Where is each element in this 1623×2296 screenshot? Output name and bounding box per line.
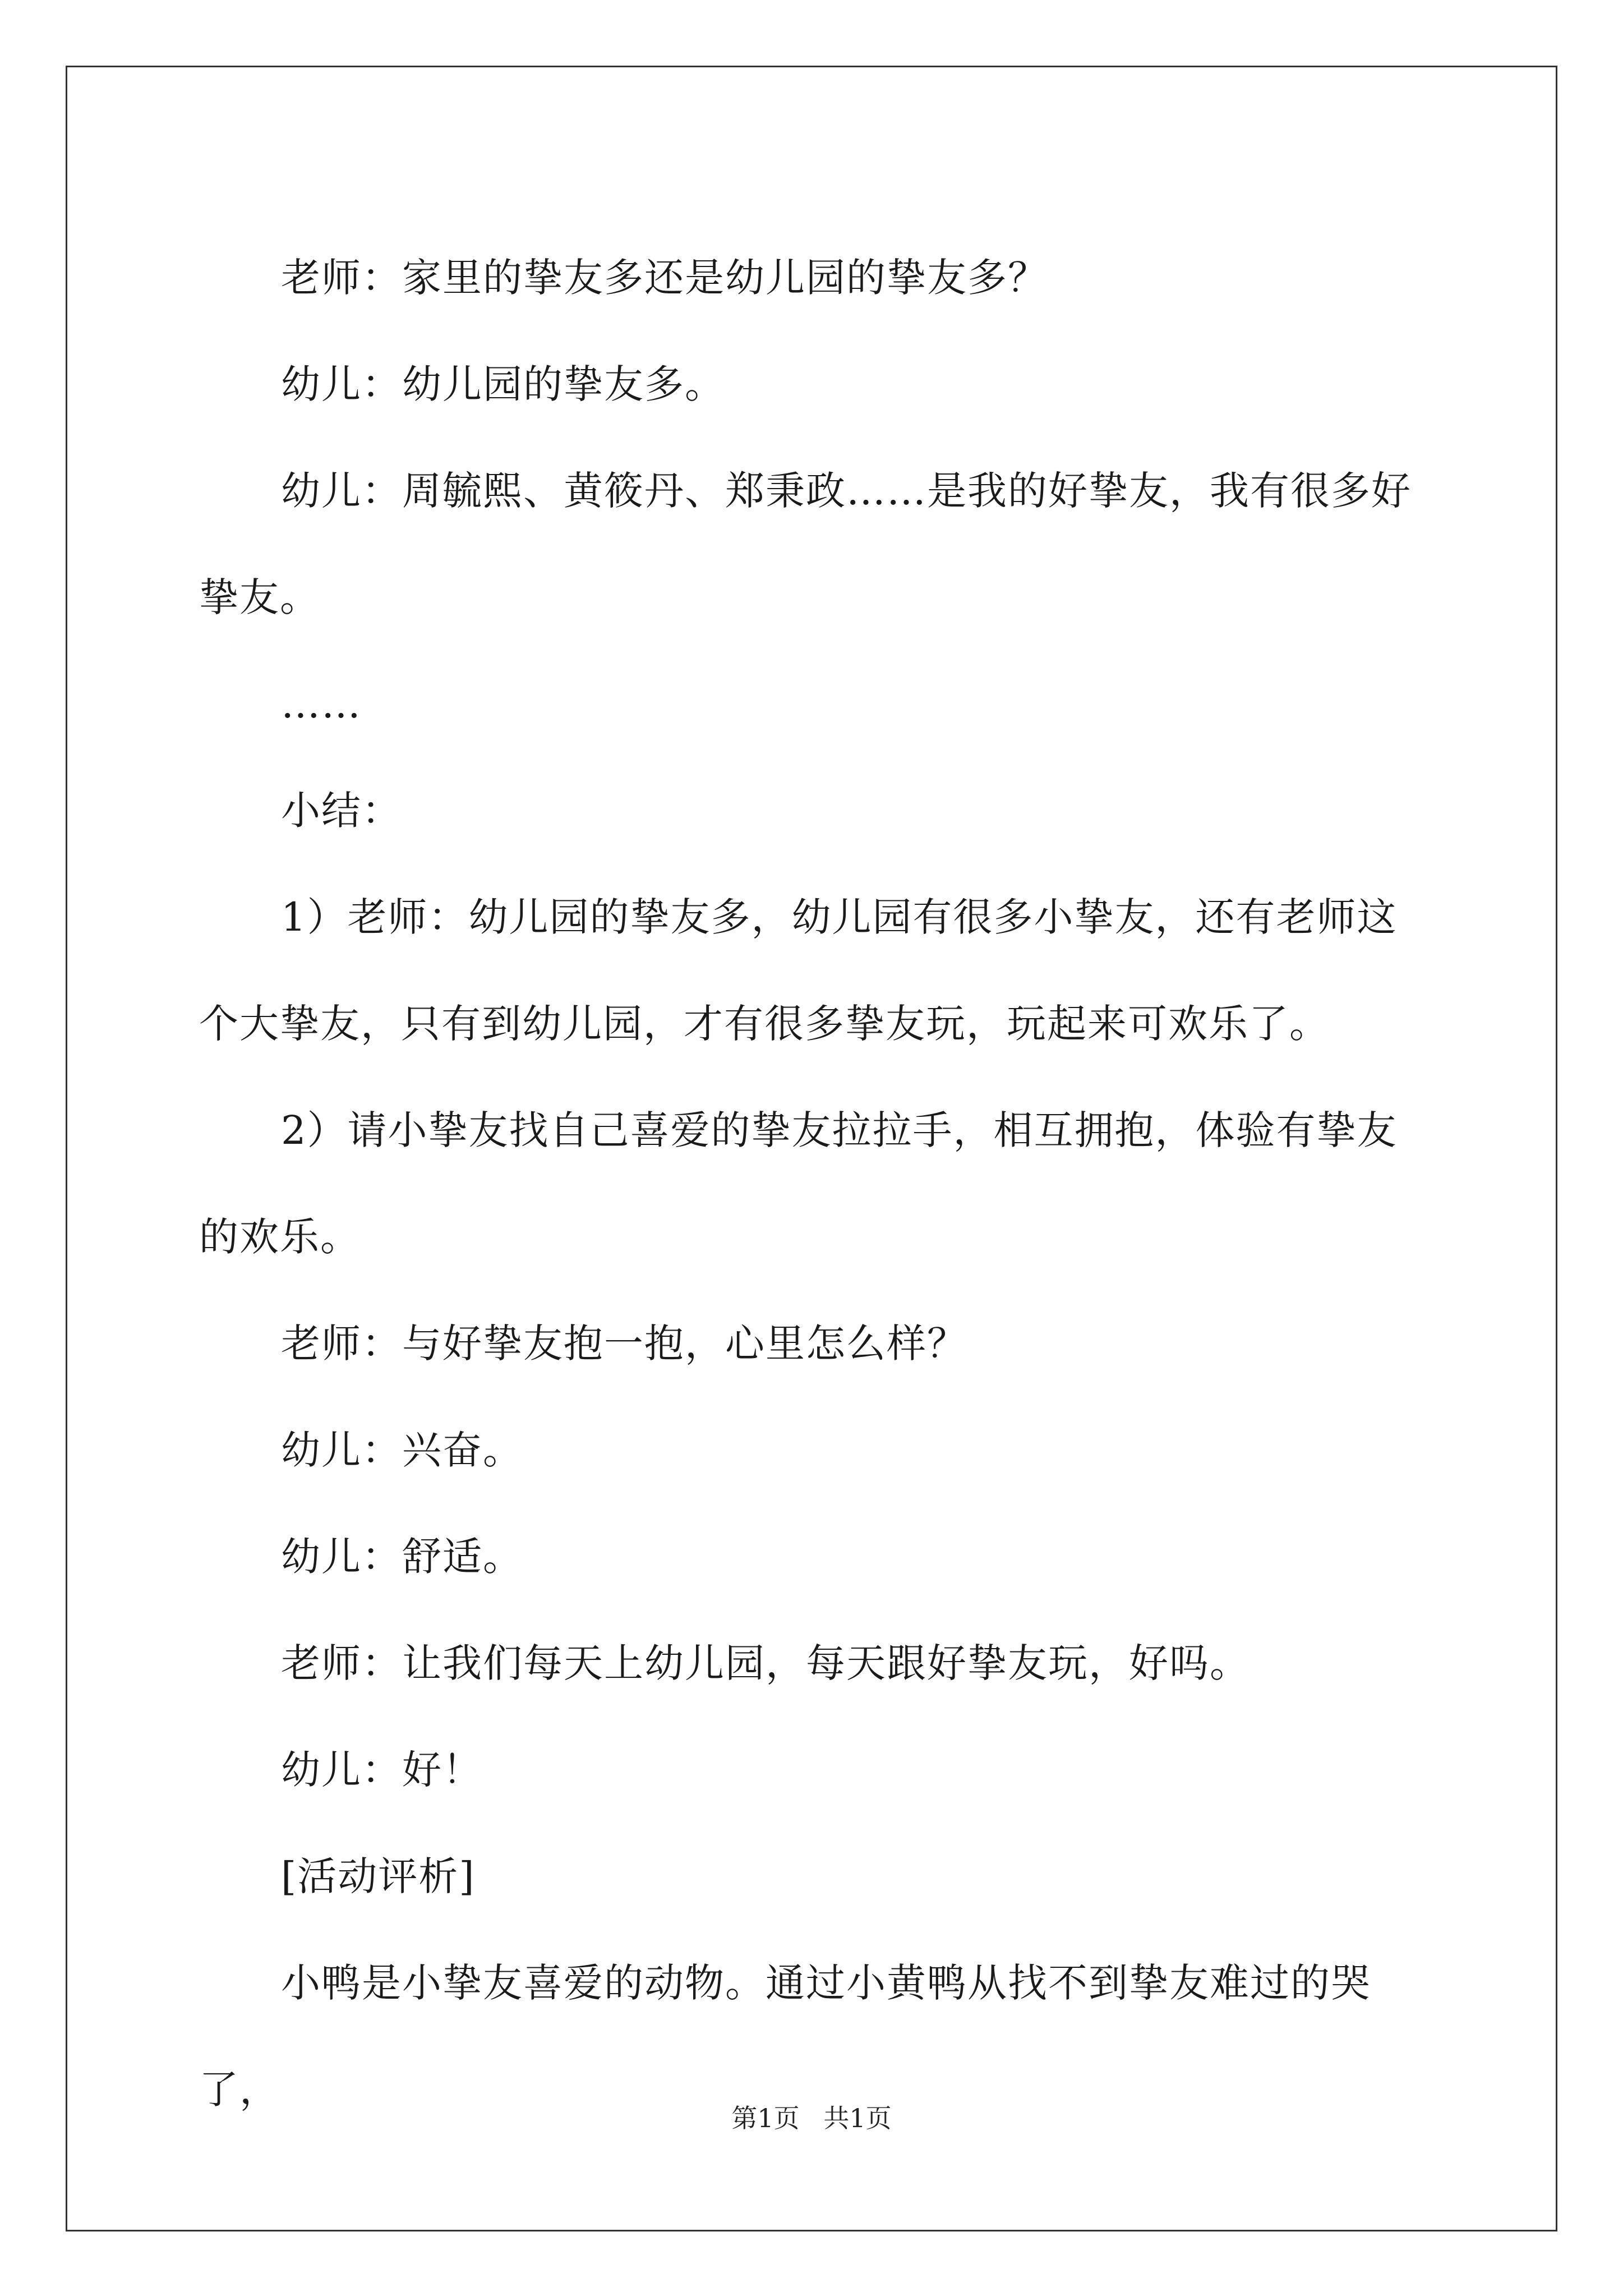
paragraph: 2）请小挚友找自己喜爱的挚友拉拉手，相互拥抱，体验有挚友的欢乐。 — [199, 1107, 1398, 1260]
paragraph: 幼儿：舒适。 — [281, 1534, 523, 1580]
page-footer — [0, 2098, 1623, 2135]
paragraph: [活动评析] — [281, 1853, 476, 1899]
document-body — [199, 224, 1433, 2143]
paragraph: 幼儿：好！ — [281, 1747, 483, 1793]
page-total: 共1页 — [823, 2103, 892, 2133]
paragraph: 1）老师：幼儿园的挚友多，幼儿园有很多小挚友，还有老师这个大挚友，只有到幼儿园，才有很多挚友玩，玩起来可欢乐了。 — [199, 894, 1398, 1047]
paragraph: 老师：与好挚友抱一抱，心里怎么样？ — [281, 1320, 967, 1366]
paragraph: 幼儿：周毓熙、黄筱丹、郑秉政……是我的好挚友，我有很多好挚友。 — [199, 468, 1412, 620]
paragraph: 幼儿：幼儿园的挚友多。 — [281, 361, 725, 407]
paragraph: 小结： — [281, 788, 402, 834]
paragraph: 小鸭是小挚友喜爱的动物。通过小黄鸭从找不到挚友难过的哭了， — [199, 1960, 1371, 2113]
paragraph: 老师：家里的挚友多还是幼儿园的挚友多？ — [281, 255, 1048, 301]
paragraph: 老师：让我们每天上幼儿园，每天跟好挚友玩，好吗。 — [281, 1640, 1250, 1686]
page-number: 第1页 — [731, 2103, 800, 2133]
paragraph: 幼儿：兴奋。 — [281, 1427, 523, 1473]
paragraph: …… — [281, 681, 362, 727]
